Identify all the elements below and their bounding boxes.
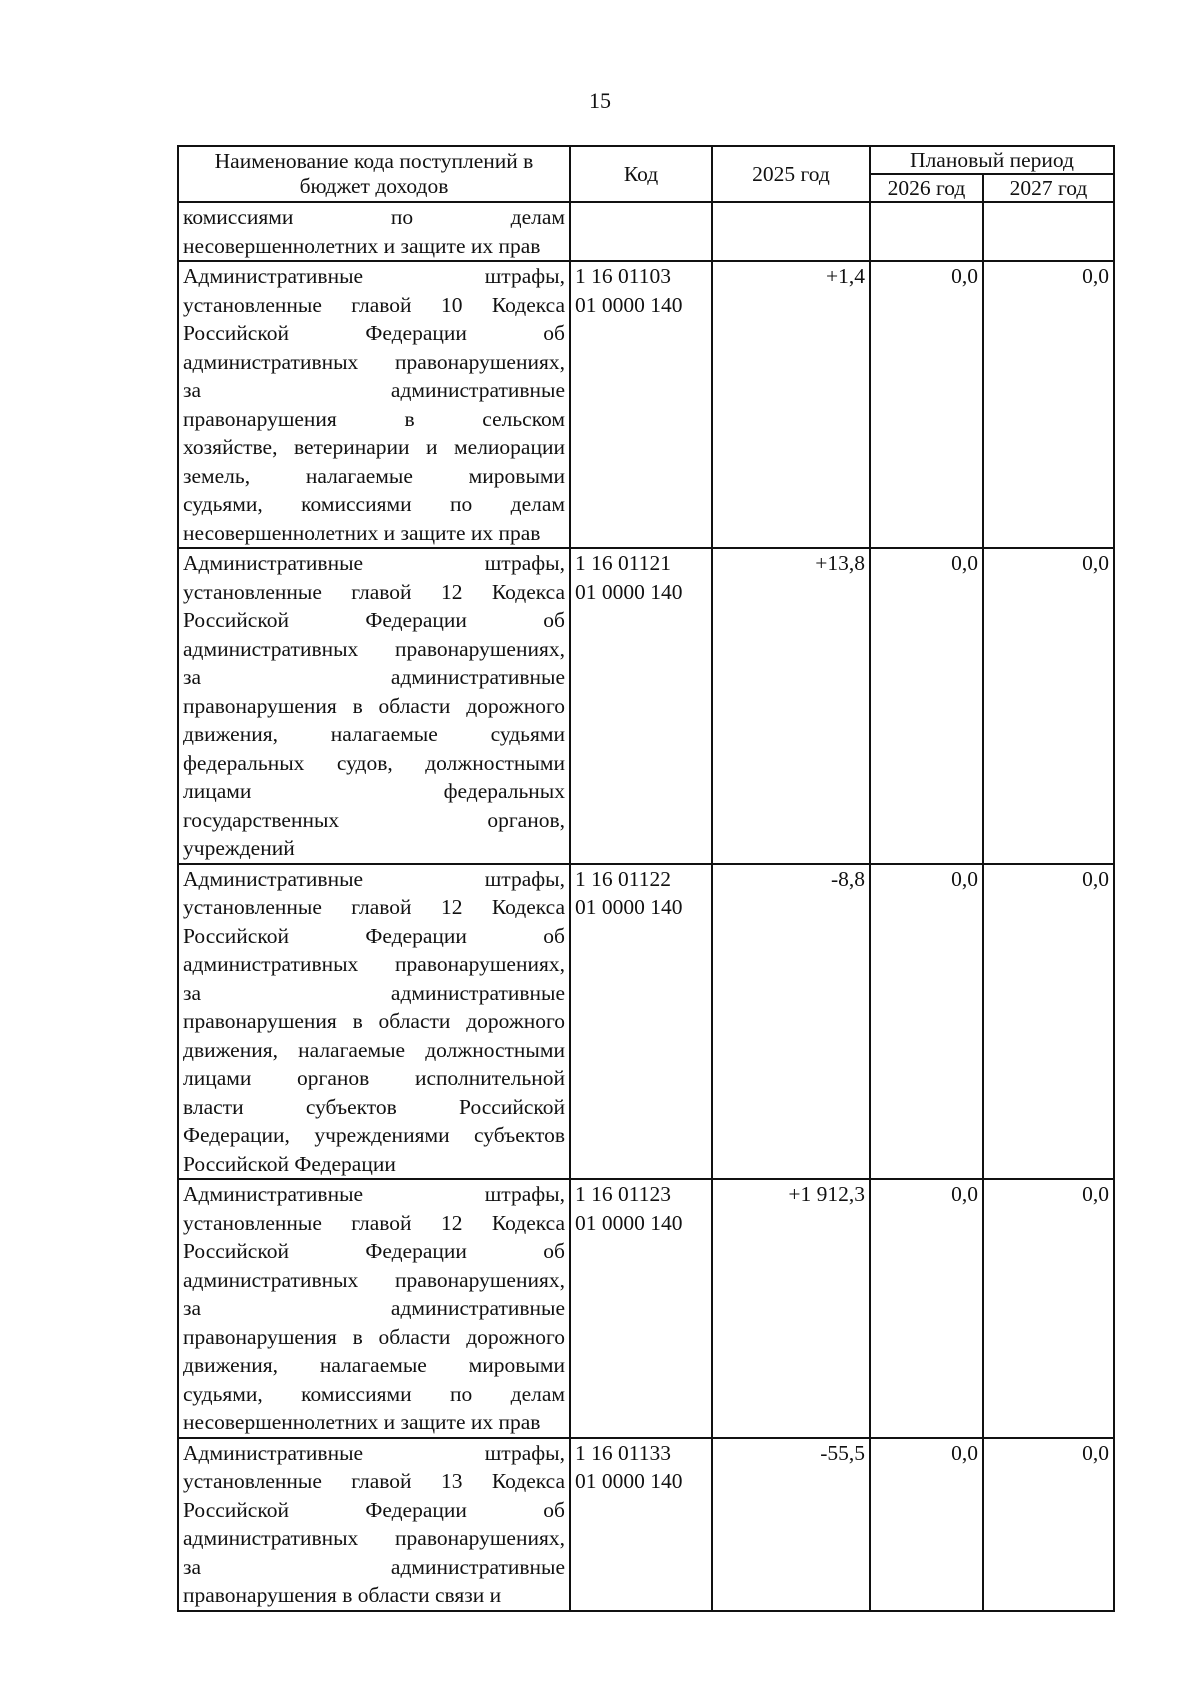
revenue-code-line: 01 0000 140 [575, 1210, 683, 1235]
revenue-name-line: правонарушения в области связи и [183, 1583, 502, 1607]
value-2026-cell [870, 202, 983, 261]
revenue-name-cell [178, 1438, 570, 1611]
revenue-name-line: лицами федеральных [183, 779, 565, 803]
value-2026-cell: 0,0 [870, 261, 983, 548]
revenue-name-line: земель, налагаемые мировыми [183, 463, 565, 488]
revenue-code-cell [570, 1179, 712, 1438]
revenue-name-line: хозяйстве, ветеринарии и мелиорации [183, 435, 565, 459]
revenue-name-line: административных правонарушениях, [183, 1267, 565, 1292]
revenue-code-cell [570, 548, 712, 864]
table-header [178, 146, 1114, 202]
revenue-code-line: 01 0000 140 [575, 579, 683, 604]
revenue-name-line: правонарушения в области дорожного [183, 693, 565, 718]
header-name: Наименование кода поступлений в бюджет доходов [178, 146, 570, 202]
revenue-name-line: установленные главой 12 Кодекса [183, 1210, 565, 1235]
revenue-name-line: административных правонарушениях, [183, 349, 565, 374]
revenue-name-cell [178, 548, 570, 864]
value-2027-cell: 0,0 [983, 261, 1114, 548]
revenue-code-line: 1 16 01123 [575, 1182, 671, 1206]
value-2027-cell: 0,0 [983, 864, 1114, 1180]
value-2027-cell: 0,0 [983, 1438, 1114, 1611]
table-row [178, 548, 1114, 864]
revenue-code-cell [570, 864, 712, 1180]
revenue-name-line: за административные [183, 665, 565, 689]
revenue-name-cell [178, 864, 570, 1180]
revenue-name-line: судьями, комиссиями по делам [183, 1381, 565, 1406]
value-2026-cell: 0,0 [870, 1438, 983, 1611]
revenue-name-line: Российской Федерации об [183, 1239, 565, 1263]
revenue-name-line: Российской Федерации [183, 1151, 396, 1176]
revenue-code-line: 01 0000 140 [575, 1469, 683, 1493]
revenue-name-line: несовершеннолетних и защите их прав [183, 1410, 541, 1434]
table-row [178, 261, 1114, 548]
revenue-code-cell [570, 261, 712, 548]
value-2025-cell: -55,5 [712, 1438, 870, 1611]
value-2026-cell: 0,0 [870, 1179, 983, 1438]
revenue-name-line: комиссиями по делам [183, 205, 565, 229]
value-2025-cell [712, 202, 870, 261]
value-2026-cell: 0,0 [870, 548, 983, 864]
value-2025-cell: +1 912,3 [712, 1179, 870, 1438]
revenue-code-line: 1 16 01133 [575, 1440, 671, 1465]
budget-revenue-table [177, 145, 1115, 1612]
revenue-name-line: за административные [183, 980, 565, 1005]
revenue-name-line: движения, налагаемые мировыми [183, 1353, 565, 1377]
revenue-name-line: Административные штрафы, [183, 1440, 565, 1465]
revenue-name-line: Административные штрафы, [183, 866, 565, 891]
revenue-name-line: установленные главой 10 Кодекса [183, 292, 565, 317]
revenue-name-line: государственных органов, [183, 807, 565, 832]
revenue-name-line: административных правонарушениях, [183, 636, 565, 661]
revenue-name-line: судьями, комиссиями по делам [183, 492, 565, 516]
revenue-name-line: административных правонарушениях, [183, 1526, 565, 1550]
revenue-name-line: административных правонарушениях, [183, 952, 565, 976]
revenue-name-line: правонарушения в сельском [183, 406, 565, 431]
header-year-2025: 2025 год [712, 146, 870, 202]
revenue-code-line: 1 16 01103 [575, 264, 671, 288]
revenue-name-line: Российской Федерации об [183, 923, 565, 948]
revenue-name-line: установленные главой 12 Кодекса [183, 579, 565, 604]
revenue-name-cell [178, 261, 570, 548]
revenue-name-line: учреждений [183, 836, 295, 860]
revenue-name-line: Российской Федерации об [183, 608, 565, 632]
revenue-name-line: федеральных судов, должностными [183, 750, 565, 775]
value-2025-cell: -8,8 [712, 864, 870, 1180]
revenue-name-line: Административные штрафы, [183, 1182, 565, 1206]
revenue-name-line: Федерации, учреждениями субъектов [183, 1123, 565, 1147]
value-2025-cell: +13,8 [712, 548, 870, 864]
revenue-code-line: 01 0000 140 [575, 292, 683, 317]
revenue-code-cell [570, 1438, 712, 1611]
table-row [178, 1438, 1114, 1611]
revenue-name-cell [178, 1179, 570, 1438]
revenue-code-line: 1 16 01122 [575, 866, 671, 891]
revenue-name-line: Административные штрафы, [183, 551, 565, 575]
revenue-name-line: правонарушения в области дорожного [183, 1324, 565, 1349]
header-planned-period: Плановый период [870, 146, 1114, 174]
revenue-name-line: движения, налагаемые судьями [183, 722, 565, 746]
revenue-name-line: лицами органов исполнительной [183, 1066, 565, 1090]
revenue-code-cell [570, 202, 712, 261]
header-year-2027: 2027 год [983, 174, 1114, 202]
header-year-2026: 2026 год [870, 174, 983, 202]
revenue-name-line: за административные [183, 1554, 565, 1579]
revenue-code-line: 1 16 01121 [575, 551, 671, 575]
value-2027-cell: 0,0 [983, 548, 1114, 864]
table-row [178, 864, 1114, 1180]
page-number: 15 [589, 88, 611, 113]
table-body [178, 202, 1114, 1611]
revenue-code-line: 01 0000 140 [575, 895, 683, 919]
revenue-name-cell [178, 202, 570, 261]
revenue-name-line: установленные главой 13 Кодекса [183, 1469, 565, 1493]
table-row [178, 202, 1114, 261]
revenue-name-line: Российской Федерации об [183, 1497, 565, 1522]
revenue-name-line: правонарушения в области дорожного [183, 1009, 565, 1033]
revenue-name-line: за административные [183, 378, 565, 402]
revenue-name-line: за административные [183, 1296, 565, 1320]
revenue-name-line: Российской Федерации об [183, 321, 565, 345]
value-2027-cell: 0,0 [983, 1179, 1114, 1438]
table-row [178, 1179, 1114, 1438]
revenue-name-line: несовершеннолетних и защите их прав [183, 233, 541, 258]
revenue-name-line: Административные штрафы, [183, 264, 565, 288]
revenue-name-line: установленные главой 12 Кодекса [183, 895, 565, 919]
revenue-name-line: движения, налагаемые должностными [183, 1037, 565, 1062]
value-2025-cell: +1,4 [712, 261, 870, 548]
value-2027-cell [983, 202, 1114, 261]
value-2026-cell: 0,0 [870, 864, 983, 1180]
revenue-name-line: несовершеннолетних и защите их прав [183, 520, 541, 545]
revenue-name-line: власти субъектов Российской [183, 1094, 565, 1119]
header-code: Код [570, 146, 712, 202]
